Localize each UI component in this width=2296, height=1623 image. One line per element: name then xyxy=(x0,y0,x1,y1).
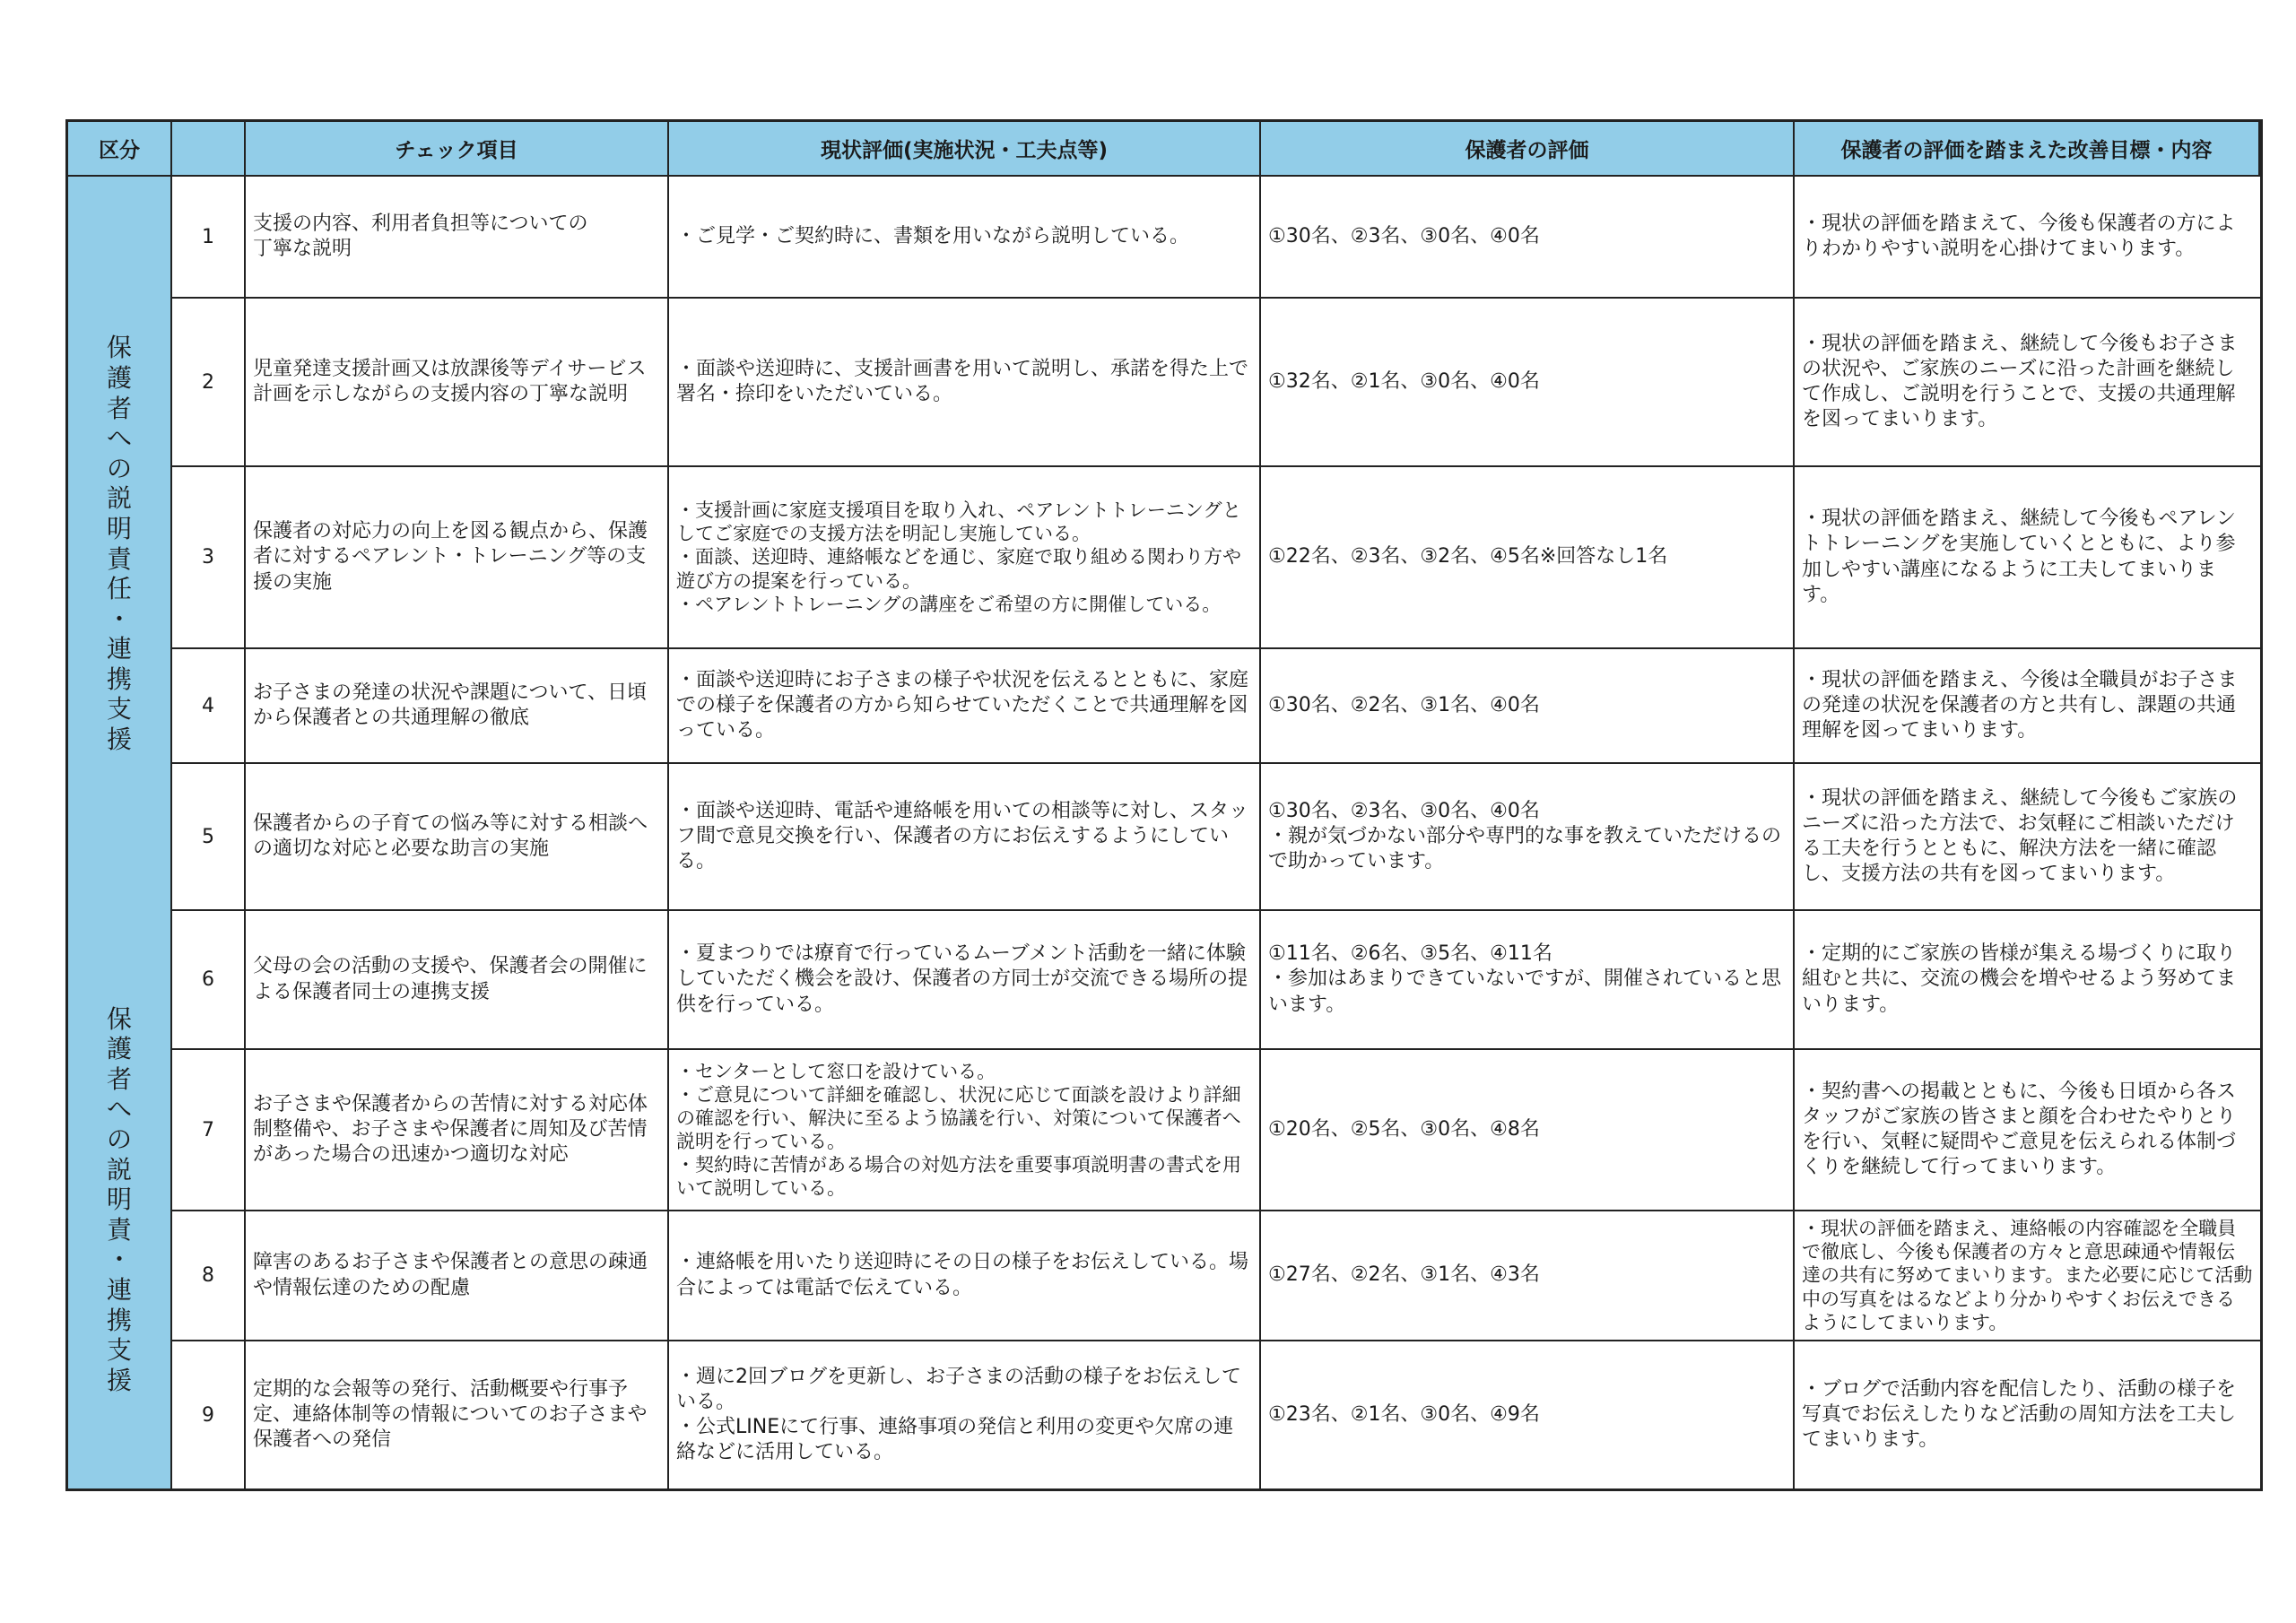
section-label-char: へ xyxy=(106,1094,132,1124)
improvement: ・現状の評価を踏まえ、今後は全職員がお子さまの発達の状況を保護者の方と共有し、課題の共通理解を図ってまいります。 xyxy=(1795,649,2260,764)
current-evaluation: ・週に2回ブログを更新し、お子さまの活動の様子をお伝えしている。 ・公式LINEにて行事、連絡事項の発信と利用の変更や欠席の連絡などに活用している。 xyxy=(669,1341,1261,1488)
row-number: 9 xyxy=(172,1341,246,1488)
section-label-lower xyxy=(68,911,172,1488)
improvement: ・現状の評価を踏まえ、継続して今後もペアレントトレーニングを実施していくとともに、より参加しやすい講座になるように工夫してまいります。 xyxy=(1795,467,2260,649)
current-evaluation: ・ご見学・ご契約時に、書類を用いながら説明している。 xyxy=(669,177,1261,299)
section-label-char: 支 xyxy=(106,1335,132,1366)
header-guardian-evaluation: 保護者の評価 xyxy=(1261,122,1795,177)
guardian-evaluation: ①30名、②3名、③0名、④0名 ・親が気づかない部分や専門的な事を教えていただけるので助かっています。 xyxy=(1261,764,1795,911)
section-label-char: 携 xyxy=(106,1305,132,1335)
header-no xyxy=(172,122,246,177)
section-label-char: 援 xyxy=(106,1365,132,1395)
row-number: 6 xyxy=(172,911,246,1050)
current-evaluation: ・支援計画に家庭支援項目を取り入れ、ペアレントトレーニングとしてご家庭での支援方法を明記し実施している。 ・面談、送迎時、連絡帳などを通じ、家庭で取り組める関わり方や遊び方の提案を行っている。 ・ペアレントトレーニングの講座をご希望の方に開催している。 xyxy=(669,467,1261,649)
guardian-evaluation: ①27名、②2名、③1名、④3名 xyxy=(1261,1211,1795,1341)
improvement: ・定期的にご家族の皆様が集える場づくりに取り組むと共に、交流の機会を増やせるよう努めてまいります。 xyxy=(1795,911,2260,1050)
check-item: 障害のあるお子さまや保護者との意思の疎通や情報伝達のための配慮 xyxy=(246,1211,669,1341)
section-label-char: 者 xyxy=(106,393,132,423)
check-item: 定期的な会報等の発行、活動概要や行事予定、連絡体制等の情報についてのお子さまや保護者への発信 xyxy=(246,1341,669,1488)
check-item: 児童発達支援計画又は放課後等デイサービス計画を示しながらの支援内容の丁寧な説明 xyxy=(246,299,669,467)
check-item: 父母の会の活動の支援や、保護者会の開催による保護者同士の連携支援 xyxy=(246,911,669,1050)
section-label-char: ・ xyxy=(106,603,132,634)
section-label-char: 明 xyxy=(106,513,132,543)
row-number: 1 xyxy=(172,177,246,299)
row-number: 5 xyxy=(172,764,246,911)
check-item: 支援の内容、利用者負担等についての 丁寧な説明 xyxy=(246,177,669,299)
improvement: ・現状の評価を踏まえ、継続して今後もお子さまの状況や、ご家族のニーズに沿った計画を継続して作成し、ご説明を行うことで、支援の共通理解を図ってまいります。 xyxy=(1795,299,2260,467)
section-label-char: 援 xyxy=(106,725,132,755)
improvement: ・現状の評価を踏まえて、今後も保護者の方によりわかりやすい説明を心掛けてまいります。 xyxy=(1795,177,2260,299)
header-check-item: チェック項目 xyxy=(246,122,669,177)
guardian-evaluation: ①22名、②3名、③2名、④5名※回答なし1名 xyxy=(1261,467,1795,649)
section-label-char: 説 xyxy=(106,1154,132,1185)
check-item: お子さまの発達の状況や課題について、日頃から保護者との共通理解の徹底 xyxy=(246,649,669,764)
section-label-char: 携 xyxy=(106,664,132,694)
guardian-evaluation: ①30名、②3名、③0名、④0名 xyxy=(1261,177,1795,299)
check-item: お子さまや保護者からの苦情に対する対応体制整備や、お子さまや保護者に周知及び苦情があった場合の迅速かつ適切な対応 xyxy=(246,1050,669,1211)
current-evaluation: ・センターとして窓口を設けている。 ・ご意見について詳細を確認し、状況に応じて面談を設けより詳細の確認を行い、解決に至るよう協議を行い、対策について保護者へ説明を行っている。 ・契約時に苦情がある場合の対処方法を重要事項説明書の書式を用いて説明している。 xyxy=(669,1050,1261,1211)
section-label-char: 連 xyxy=(106,1274,132,1305)
guardian-evaluation: ①30名、②2名、③1名、④0名 xyxy=(1261,649,1795,764)
section-label-char: へ xyxy=(106,423,132,454)
current-evaluation: ・夏まつりでは療育で行っているムーブメント活動を一緒に体験していただく機会を設け、保護者の方同士が交流できる場所の提供を行っている。 xyxy=(669,911,1261,1050)
row-number: 3 xyxy=(172,467,246,649)
section-label-upper xyxy=(68,177,172,911)
section-label-char: 連 xyxy=(106,634,132,664)
current-evaluation: ・面談や送迎時、電話や連絡帳を用いての相談等に対し、スタッフ間で意見交換を行い、保護者の方にお伝えするようにしている。 xyxy=(669,764,1261,911)
section-label-char: 明 xyxy=(106,1185,132,1215)
header-category: 区分 xyxy=(68,122,172,177)
row-number: 4 xyxy=(172,649,246,764)
section-label-char: 責 xyxy=(106,1214,132,1245)
section-label-char: 説 xyxy=(106,483,132,514)
section-label-char: 任 xyxy=(106,574,132,604)
guardian-evaluation: ①11名、②6名、③5名、④11名 ・参加はあまりできていないですが、開催されていると思います。 xyxy=(1261,911,1795,1050)
section-label-char: 保 xyxy=(106,1003,132,1034)
section-label-char: 支 xyxy=(106,694,132,725)
guardian-evaluation: ①20名、②5名、③0名、④8名 xyxy=(1261,1050,1795,1211)
current-evaluation: ・面談や送迎時にお子さまの様子や状況を伝えるとともに、家庭での様子を保護者の方から知らせていただくことで共通理解を図っている。 xyxy=(669,649,1261,764)
section-label-char: 責 xyxy=(106,543,132,574)
section-label-char: 護 xyxy=(106,362,132,393)
row-number: 7 xyxy=(172,1050,246,1211)
section-label-char: の xyxy=(106,1124,132,1155)
row-number: 8 xyxy=(172,1211,246,1341)
evaluation-table xyxy=(65,119,2263,1491)
current-evaluation: ・連絡帳を用いたり送迎時にその日の様子をお伝えしている。場合によっては電話で伝えている。 xyxy=(669,1211,1261,1341)
check-item: 保護者からの子育ての悩み等に対する相談への適切な対応と必要な助言の実施 xyxy=(246,764,669,911)
section-label-char: 者 xyxy=(106,1063,132,1094)
section-label-char: の xyxy=(106,453,132,483)
section-label-char: 護 xyxy=(106,1034,132,1064)
section-label-char: ・ xyxy=(106,1245,132,1275)
header-improvement: 保護者の評価を踏まえた改善目標・内容 xyxy=(1795,122,2260,177)
section-label-char: 保 xyxy=(106,333,132,363)
improvement: ・ブログで活動内容を配信したり、活動の様子を写真でお伝えしたりなど活動の周知方法を工夫してまいります。 xyxy=(1802,1377,2237,1452)
guardian-evaluation: ①23名、②1名、③0名、④9名 xyxy=(1261,1341,1795,1488)
improvement: ・現状の評価を踏まえ、継続して今後もご家族のニーズに沿った方法で、お気軽にご相談いただける工夫を行うとともに、解決方法を一緒に確認し、支援方法の共有を図ってまいります。 xyxy=(1795,764,2260,911)
header-current-evaluation: 現状評価(実施状況・工夫点等) xyxy=(669,122,1261,177)
current-evaluation: ・面談や送迎時に、支援計画書を用いて説明し、承諾を得た上で署名・捺印をいただいている。 xyxy=(669,299,1261,467)
improvement: ・現状の評価を踏まえ、連絡帳の内容確認を全職員で徹底し、今後も保護者の方々と意思疎通や情報伝達の共有に努めてまいります。また必要に応じて活動中の写真をはるなどより分かりやすくお伝えできるようにしてまいります。 xyxy=(1795,1211,2260,1341)
improvement: ・契約書への掲載とともに、今後も日頃から各スタッフがご家族の皆さまと顔を合わせたやりとりを行い、気軽に疑問やご意見を伝えられる体制づくりを継続して行ってまいります。 xyxy=(1795,1050,2260,1211)
guardian-evaluation: ①32名、②1名、③0名、④0名 xyxy=(1261,299,1795,467)
row-number: 2 xyxy=(172,299,246,467)
check-item: 保護者の対応力の向上を図る観点から、保護者に対するペアレント・トレーニング等の支援の実施 xyxy=(246,467,669,649)
